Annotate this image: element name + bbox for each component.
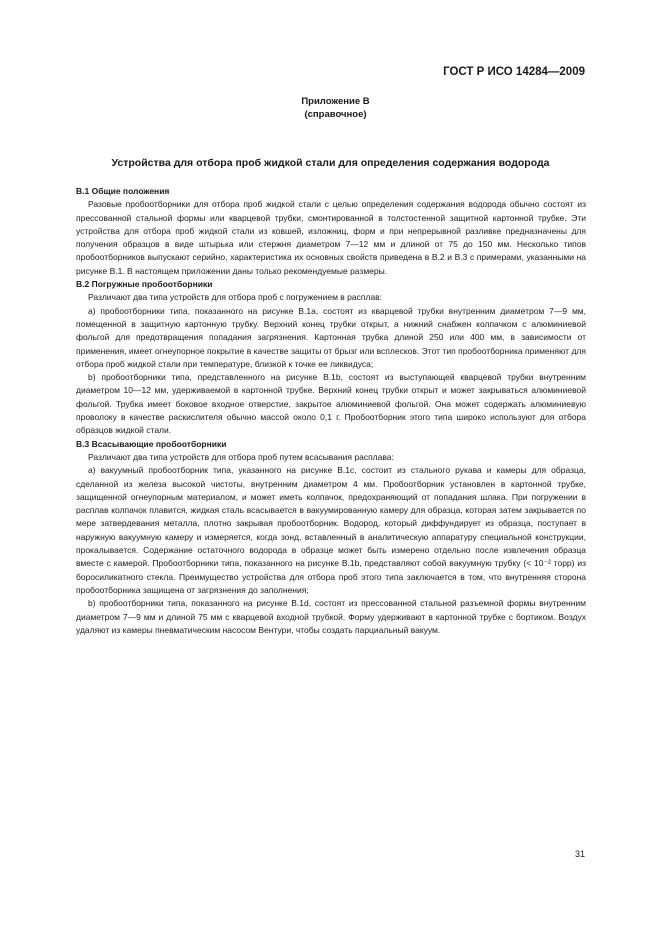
paragraph: а) пробоотборники типа, показанного на рисунке В.1а, состоят из кварцевой трубки внутренним диаметром 7—9 мм, помещенной в защитную картонную трубку. Верхний конец трубки открыт, а нижний снабжен колпачком с алюминиевой фольгой для предотвращения попадания загрязнения. Картонная трубка длиной 250 или 400 мм, в зависимости от применения, имеет огнеупорное покрытие в качестве защиты от брызг или всплесков. Этот тип пробоотборника применяют для отбора проб жидкой стали при температуре, близкой к точке ее ликвидуса; [76,305,586,369]
page-number: 31 [574,849,585,859]
paragraph: а) вакуумный пробоотборник типа, указанного на рисунке В.1с, состоит из стального рукава и камеры для образца, сделанной из железа высокой чистоты, внутренним диаметром 4 мм. Пробоотборник установлен в картонной трубке, защищенной огнеупорным материалом, и может иметь колпачок, предохраняющий от попадания шлака. При погружении в расплав колпачок плавится, жидкая сталь всасывается в вакуумированную камеру для образца, которая затем закрывается по мере затвердевания металла, плотно закрывая пробоотборник. Водород, который диффундирует из образца, поступает в наружную вакуумную камеру и измеряется, когда зонд, вставленный в аналитическую аппаратуру специальной конструкции, прокалывается. Содержание остаточного водорода в образце может быть измерено отдельно после извлечения образца вместе с камерой. Пробоотборники типа, показанного на рисунке В.1b, представляют собой вакуумную трубку (< 10⁻² торр) из боросиликатного стекла. Преимущество устройства для отбора проб этого типа заключается в том, что внутренняя сторона пробоотборника защищена от загрязнения до заполнения; [76,465,586,595]
standard-header: ГОСТ Р ИСО 14284—2009 [443,66,585,78]
annex-heading [0,95,661,121]
paragraph: Различают два типа устройств для отбора проб с погружением в расплав: [88,292,383,303]
document-title: Устройства для отбора проб жидкой стали для определения содержания водорода [111,157,550,169]
paragraph: Различают два типа устройств для отбора проб путем всасывания расплава: [88,451,394,462]
paragraph: Разовые пробоотборники для отбора проб жидкой стали с целью определения содержания водорода обычно состоят из прессованной стальной формы или кварцевой трубки, смонтированной в толстостенной защитной картонной трубке. Эти устройства для отбора проб жидкой стали из ковшей, изложниц, форм и при непрерывной разливке предназначены для получения образцов в виде штырька или стержня диаметром 7—12 мм и длиной от 75 до 150 мм. Несколько типов пробоотборников выпускают серийно, характеристика их основных свойств приведена в В.2 и В.3 с примерами, указанными на рисунке В.1. В настоящем приложении даны только рекомендуемые размеры. [76,199,586,276]
annex-label: Приложение В [301,96,370,107]
paragraph: b) пробоотборники типа, показанного на рисунке В.1d, состоят из прессованной стальной разъемной формы внутренним диаметром 7—9 мм и длиной 75 мм с кварцевой входной трубкой. Форму удерживают в картонной трубке с бортиком. Воздух удаляют из камеры пневматическим насосом Вентури, чтобы создать парциальный вакуум. [76,598,586,635]
paragraph: b) пробоотборники типа, представленного на рисунке В.1b, состоят из выступающей кварцевой трубки внутренним диаметром 10—12 мм, удерживаемой в картонной трубке. Верхний конец трубки открыт и может закрываться алюминиевой фольгой. Трубка имеет боковое входное отверстие, закрытое алюминиевой фольгой. Она может содержать алюминиевую проволоку в качестве раскислителя обычно массой около 0,1 г. Пробоотборник этого типа широко используют для отбора образцов жидкой стали. [76,372,586,436]
section-heading-b2: В.2 Погружные пробоотборники [76,279,213,290]
section-heading-b1: В.1 Общие положения [76,186,170,196]
document-body [76,185,586,637]
section-heading-b3: В.3 Всасывающие пробоотборники [76,438,227,449]
annex-type: (справочное) [304,109,367,120]
